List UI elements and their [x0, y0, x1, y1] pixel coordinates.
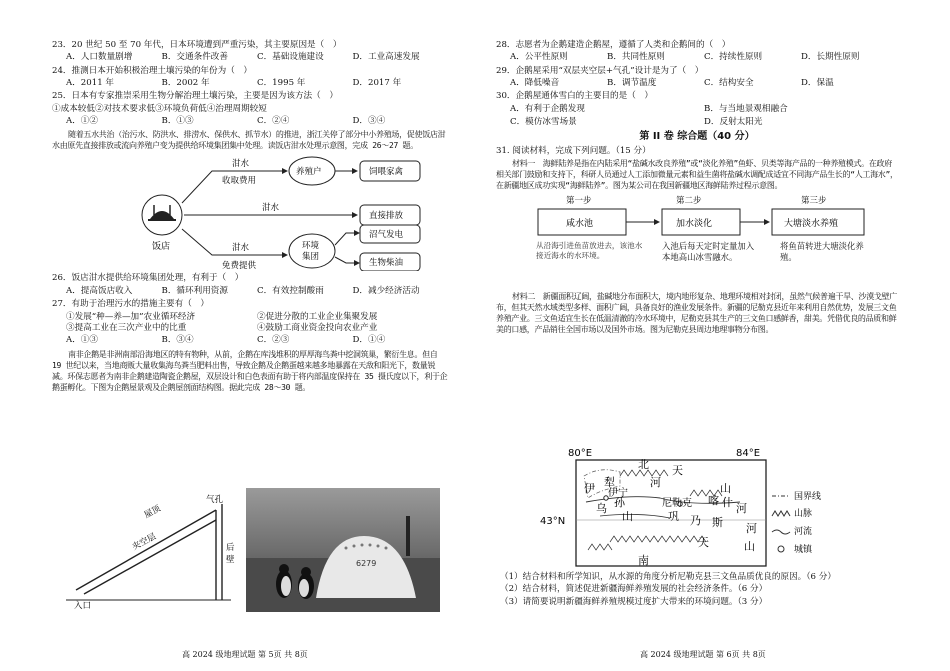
- statement: ③提高工业在三次产业中的比重: [66, 322, 187, 333]
- question-27: 27．有助于治理污水的措施主要有（ ）: [52, 299, 210, 310]
- entrance-label: 入口: [74, 601, 92, 610]
- passage-swill: 随着五水共治（治污水、防洪水、排涝水、保供水、抓节水）的推进，浙江关停了部分中小养殖场，促使饭店泔水由原先直接排放或流向养殖户变为提供给环境集团集中处理。读饭店泔水处理示意图，完成 26～27 题。: [52, 130, 446, 151]
- arrow1-top-label: 泔水: [232, 159, 250, 170]
- map-place: 喀: [708, 494, 719, 507]
- biodiesel-label: 生物柴油: [369, 258, 404, 269]
- option: A．2011 年: [66, 78, 114, 89]
- map-place: 斯: [712, 516, 723, 529]
- step3-label: 第三步: [801, 196, 827, 207]
- left-column: [52, 40, 448, 395]
- q24-options: [66, 78, 448, 89]
- q29-options: [510, 78, 898, 89]
- map-place: 尼勒克: [662, 498, 692, 509]
- option: D．工业高速发展: [352, 52, 420, 63]
- step3-note: 将鱼苗转进大塘淡化养殖。: [780, 241, 864, 263]
- option: C．模仿冰雪场景: [510, 117, 577, 128]
- q31-subquestions: [500, 572, 900, 609]
- map-place: 山: [720, 482, 731, 495]
- step2-box-label: 加水淡化: [676, 219, 713, 230]
- vent-label: 气孔: [206, 495, 224, 505]
- q26-options: [66, 286, 448, 297]
- option: C．②③: [257, 335, 290, 346]
- q23-options: [66, 52, 448, 63]
- option: B．①③: [161, 116, 194, 127]
- step1-note: 从沿海引进鱼苗放进去，该池水接近海水的水环境。: [536, 241, 643, 260]
- option: D．减少经济活动: [352, 285, 420, 296]
- swill-flow-diagram: [132, 153, 432, 271]
- farmer-node: [289, 157, 335, 185]
- question-25: 25．日本有专家推崇采用生物分解治理土壤污染，主要是因为该方法（ ）: [52, 91, 338, 102]
- option: C．基础设施建设: [257, 52, 324, 63]
- arrow3-top-label: 泔水: [232, 243, 250, 254]
- page-footer-left: 高 2024 级地理试题 第 5页 共 8页: [182, 650, 308, 659]
- statement: ①发展“种—养—加”农业循环经济: [66, 311, 196, 322]
- option: C．有效控制酸雨: [257, 285, 324, 296]
- house-number: 6279: [356, 559, 377, 568]
- option: C．结构安全: [704, 78, 754, 89]
- option: C．持续性原则: [704, 52, 763, 63]
- aquaculture-process-diagram: [496, 193, 898, 289]
- q27-options: [66, 335, 448, 346]
- arrow1-bottom-label: 收取费用: [222, 176, 257, 187]
- q30-options: [510, 104, 898, 115]
- question-26: 26．饭店泔水提供给环境集团处理，有利于（ ）: [52, 273, 244, 284]
- legend-mountain: 山脉: [794, 509, 813, 519]
- q30-options-2: [510, 117, 898, 128]
- question-28: 28．志愿者为企鹅建造企鹅屋，遵循了人类和企鹅间的（ ）: [496, 40, 731, 50]
- roof-label: 屋顶: [142, 503, 163, 521]
- q28-options: [510, 52, 898, 63]
- map-place: 天: [672, 464, 683, 477]
- step1-box-label: 咸水池: [566, 219, 594, 230]
- question-24: 24．推测日本开始积极治理土壤污染的年份为（ ）: [52, 65, 252, 76]
- map-place: 南: [638, 554, 649, 567]
- option: A．有利于企鹅发现: [510, 103, 585, 114]
- biogas-label: 沼气发电: [369, 230, 404, 241]
- option: A．降低噪音: [510, 78, 560, 89]
- nilka-map: [540, 446, 840, 570]
- option: B．③④: [161, 335, 194, 346]
- option: D．长期性原则: [801, 52, 860, 63]
- q25-options: [66, 116, 448, 127]
- option: B．循环利用资源: [161, 285, 228, 296]
- subquestion-3: （3）请简要说明新疆海鲜养殖规模过度扩大带来的环境问题。（3 分）: [500, 596, 768, 607]
- option: B．交通条件改善: [161, 52, 228, 63]
- arrow3-bottom-label: 免费提供: [222, 261, 257, 272]
- lon-84-label: 84°E: [736, 448, 761, 459]
- arrow2-label: 泔水: [262, 203, 280, 214]
- air-layer-label: 夹空层: [130, 531, 158, 553]
- section-title: 第 II 卷 综合题（40 分）: [639, 131, 755, 143]
- feed-poultry-label: 饲喂家禽: [369, 167, 404, 178]
- map-place: 伊宁: [608, 488, 628, 499]
- subquestion-2: （2）结合材料，简述促进新疆海鲜养殖发展的社会经济条件。（6 分）: [500, 584, 768, 595]
- discharge-label: 直接排放: [369, 211, 404, 222]
- map-place: 犁: [604, 476, 615, 489]
- penguin-house-photo: [246, 488, 440, 612]
- map-place: 巩: [668, 510, 679, 523]
- map-place: 北: [638, 458, 649, 471]
- map-place: 河: [736, 502, 747, 515]
- map-place: 乌: [596, 502, 607, 515]
- legend-border: 国界线: [794, 492, 822, 502]
- option: D．保温: [801, 78, 834, 89]
- restaurant-node: [142, 195, 182, 252]
- map-legend: [772, 490, 821, 555]
- map-place: 河: [746, 522, 757, 535]
- back-wall-label: 后壁: [226, 543, 235, 565]
- option: D．反射太阳光: [704, 117, 763, 128]
- option: D．③④: [352, 116, 386, 127]
- option: A．①③: [66, 335, 98, 346]
- question-31: 31. 阅读材料，完成下列问题。（15 分）: [496, 145, 651, 156]
- penguin-house-section-diagram: [66, 490, 236, 610]
- option: B．调节温度: [607, 78, 657, 89]
- map-place: 天: [698, 536, 709, 549]
- material-1: 材料一 海鲜陆养是指在内陆采用“盐碱水改良养殖”或“淡化养殖”鱼虾、贝类等海产品的一种养殖模式。在政府相关部门鼓励和支持下，科研人员通过人工添加微量元素和益生菌将盐碱水调配成适宜不同海产品生长的“人工海水”，在新疆地区成功实现“海鲜陆养”。图为某公司在我国新疆地区海鲜陆养过程示意图。: [496, 158, 898, 190]
- env-group-label: 环境集团: [302, 241, 320, 263]
- option: C．1995 年: [257, 78, 306, 89]
- statement: ④鼓励工商业资金投向农业产业: [257, 322, 378, 333]
- option: A．人口数量剧增: [66, 52, 133, 63]
- legend-river: 河流: [794, 527, 813, 537]
- option: B．2002 年: [161, 78, 210, 89]
- farmer-label: 养殖户: [296, 167, 322, 178]
- right-column: [496, 40, 898, 337]
- option: A．公平性原则: [510, 52, 568, 63]
- step1-label: 第一步: [566, 196, 592, 207]
- option: A．①②: [66, 116, 98, 127]
- step2-label: 第二步: [676, 196, 702, 207]
- map-place: 孙: [614, 496, 625, 509]
- lat-43-label: 43°N: [540, 516, 566, 527]
- legend-city: 城镇: [794, 545, 813, 555]
- material-2: 材料二 新疆面积辽阔，盐碱地分布面积大，境内地形复杂、地理环境相对封闭，虽然气候普遍干旱、沙漠戈壁广布，但其天然水域类型多样、面积广阔，具备良好的渔业发展条件。新疆的尼勒克县近年来利用自然优势，发展三文鱼养殖产业。三文鱼适宜生长在低温清澈的冷水环境中，尼勒克县其生产的三文鱼口感鲜香，甜美。凭借优良的品质和鲜美的口感，产品销往全国市场以及国外市场。图为尼勒克县周边地理事物分布图。: [496, 292, 897, 335]
- option: D．①④: [352, 335, 386, 346]
- q25-statements: ①成本较低②对技术要求低③环境负荷低④治理周期较短: [52, 103, 267, 114]
- q27-statements: [66, 312, 448, 335]
- env-group-node: [289, 234, 335, 268]
- step2-note: 入池后每天定时定量加入本地高山冰雪融水。: [662, 241, 755, 263]
- passage-penguin: 南非企鹅是非洲南部沿海地区的特有物种，从前，企鹅在库浅堆积的厚厚海鸟粪中挖洞筑巢，繁衍生息。但自 19 世纪以来，当地商贩大量收集海鸟粪当肥料出售，导致企鹅及企鹅蛋越来越多地暴露在天敌和阳光下，数量锐减。环保志愿者为南非企鹅建造陶瓷企鹅屋，双层设计和白色表面有助于将内部温度保持在 35 摄氏度以下，利于企鹅蛋孵化。下图为企鹅屋景观及企鹅屋剖面结构图。据此完成 28～30 题。: [52, 349, 448, 392]
- option: B．共同性原则: [607, 52, 665, 63]
- map-place: 山: [744, 540, 755, 553]
- map-place: 伊: [584, 482, 595, 495]
- question-30: 30．企鹅屋通体雪白的主要目的是（ ）: [496, 91, 654, 102]
- map-place: 山: [622, 510, 633, 523]
- restaurant-label: 饭店: [152, 242, 171, 253]
- step3-box-label: 大塘淡水养殖: [784, 219, 839, 230]
- option: B．与当地景观相融合: [704, 103, 788, 114]
- question-23: 23．20 世纪 50 至 70 年代，日本环境遭到严重污染，其主要原因是（ ）: [52, 40, 342, 50]
- statement: ②促进分散的工业企业集聚发展: [257, 311, 378, 322]
- map-place: 什: [722, 496, 733, 509]
- subquestion-1: （1）结合材料和所学知识，从水源的角度分析尼勒克县三文鱼品质优良的原因。（6 分）: [500, 572, 836, 582]
- option: C．②④: [257, 116, 290, 127]
- option: A．提高饭店收入: [66, 285, 133, 296]
- question-29: 29．企鹅屋采用“双层夹空层+气孔”设计是为了（ ）: [496, 65, 704, 76]
- page-footer-right: 高 2024 级地理试题 第 6页 共 8页: [640, 650, 766, 659]
- option: D．2017 年: [352, 78, 402, 89]
- map-place: 河: [650, 476, 661, 489]
- map-place: 乃: [690, 514, 701, 527]
- lon-80-label: 80°E: [568, 448, 593, 459]
